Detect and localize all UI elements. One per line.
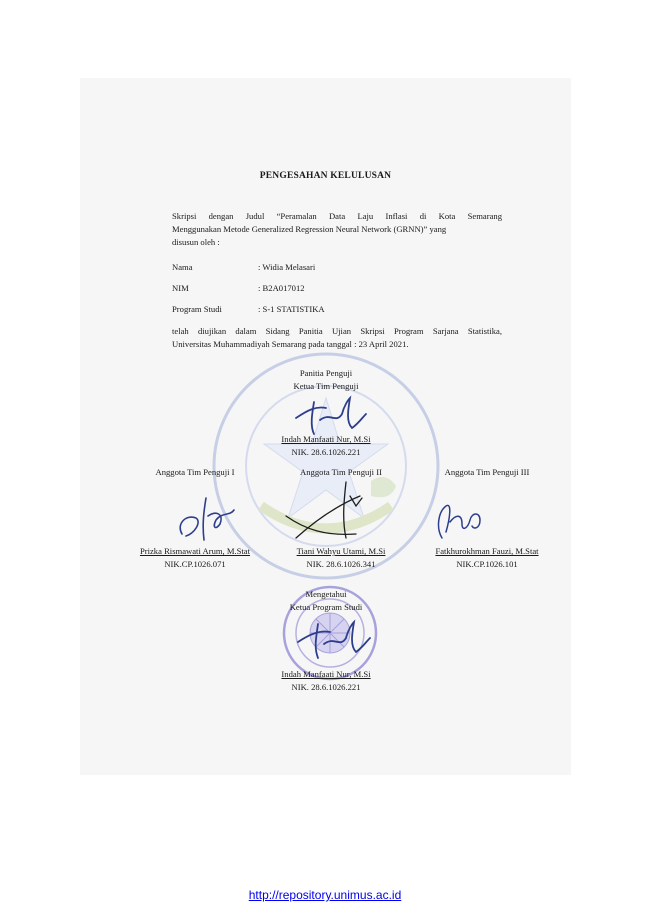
approval-nik: NIK. 28.6.1026.221 [291, 682, 361, 692]
examiner-2-name: Tiani Wahyu Utami, M.Si [296, 546, 386, 556]
committee-title: Panitia Penguji [299, 368, 353, 378]
examiner-1-role: Anggota Tim Penguji I [155, 467, 235, 477]
statement-line-1: telah diujikan dalam Sidang Panitia Ujian Skripsi Program Sarjana Statistika, [172, 326, 502, 336]
field-value-program: : S-1 STATISTIKA [258, 304, 325, 314]
repository-link[interactable]: http://repository.unimus.ac.id [248, 888, 402, 902]
intro-line-2: Menggunakan Metode Generalized Regression Neural Network (GRNN)” yang [172, 224, 447, 234]
chair-signature [290, 394, 370, 436]
examiner-3-signature [428, 498, 498, 546]
field-label-program: Program Studi [172, 304, 222, 314]
field-value-nama: : Widia Melasari [258, 262, 316, 272]
examiner-2-nik: NIK. 28.6.1026.341 [306, 559, 376, 569]
examiner-1-nik: NIK.CP.1026.071 [164, 559, 226, 569]
examiner-3-name: Fatkhurokhman Fauzi, M.Stat [435, 546, 539, 556]
approval-label: Mengetahui [305, 589, 347, 599]
field-label-nim: NIM [172, 283, 189, 293]
approval-name: Indah Manfaati Nur, M.Si [281, 669, 371, 679]
examiner-2-role: Anggota Tim Penguji II [300, 467, 382, 477]
intro-line-3: disusun oleh : [172, 237, 220, 247]
chair-role: Ketua Tim Penguji [293, 381, 359, 391]
chair-nik: NIK. 28.6.1026.221 [291, 447, 361, 457]
approval-role: Ketua Program Studi [289, 602, 363, 612]
examiner-3-nik: NIK.CP.1026.101 [456, 559, 518, 569]
examiner-3-role: Anggota Tim Penguji III [444, 467, 530, 477]
intro-line-1: Skripsi dengan Judul “Peramalan Data Laju Inflasi di Kota Semarang [172, 211, 502, 221]
scanned-page [80, 78, 571, 775]
page-title: PENGESAHAN KELULUSAN [259, 171, 392, 181]
field-label-nama: Nama [172, 262, 193, 272]
field-value-nim: : B2A017012 [258, 283, 305, 293]
chair-name: Indah Manfaati Nur, M.Si [281, 434, 371, 444]
examiner-1-signature [172, 494, 242, 544]
statement-line-2: Universitas Muhammadiyah Semarang pada tanggal : 23 April 2021. [172, 339, 409, 349]
examiner-2-signature [276, 476, 386, 544]
examiner-1-name: Prizka Rismawati Arum, M.Stat [139, 546, 251, 556]
approval-signature [294, 616, 374, 660]
